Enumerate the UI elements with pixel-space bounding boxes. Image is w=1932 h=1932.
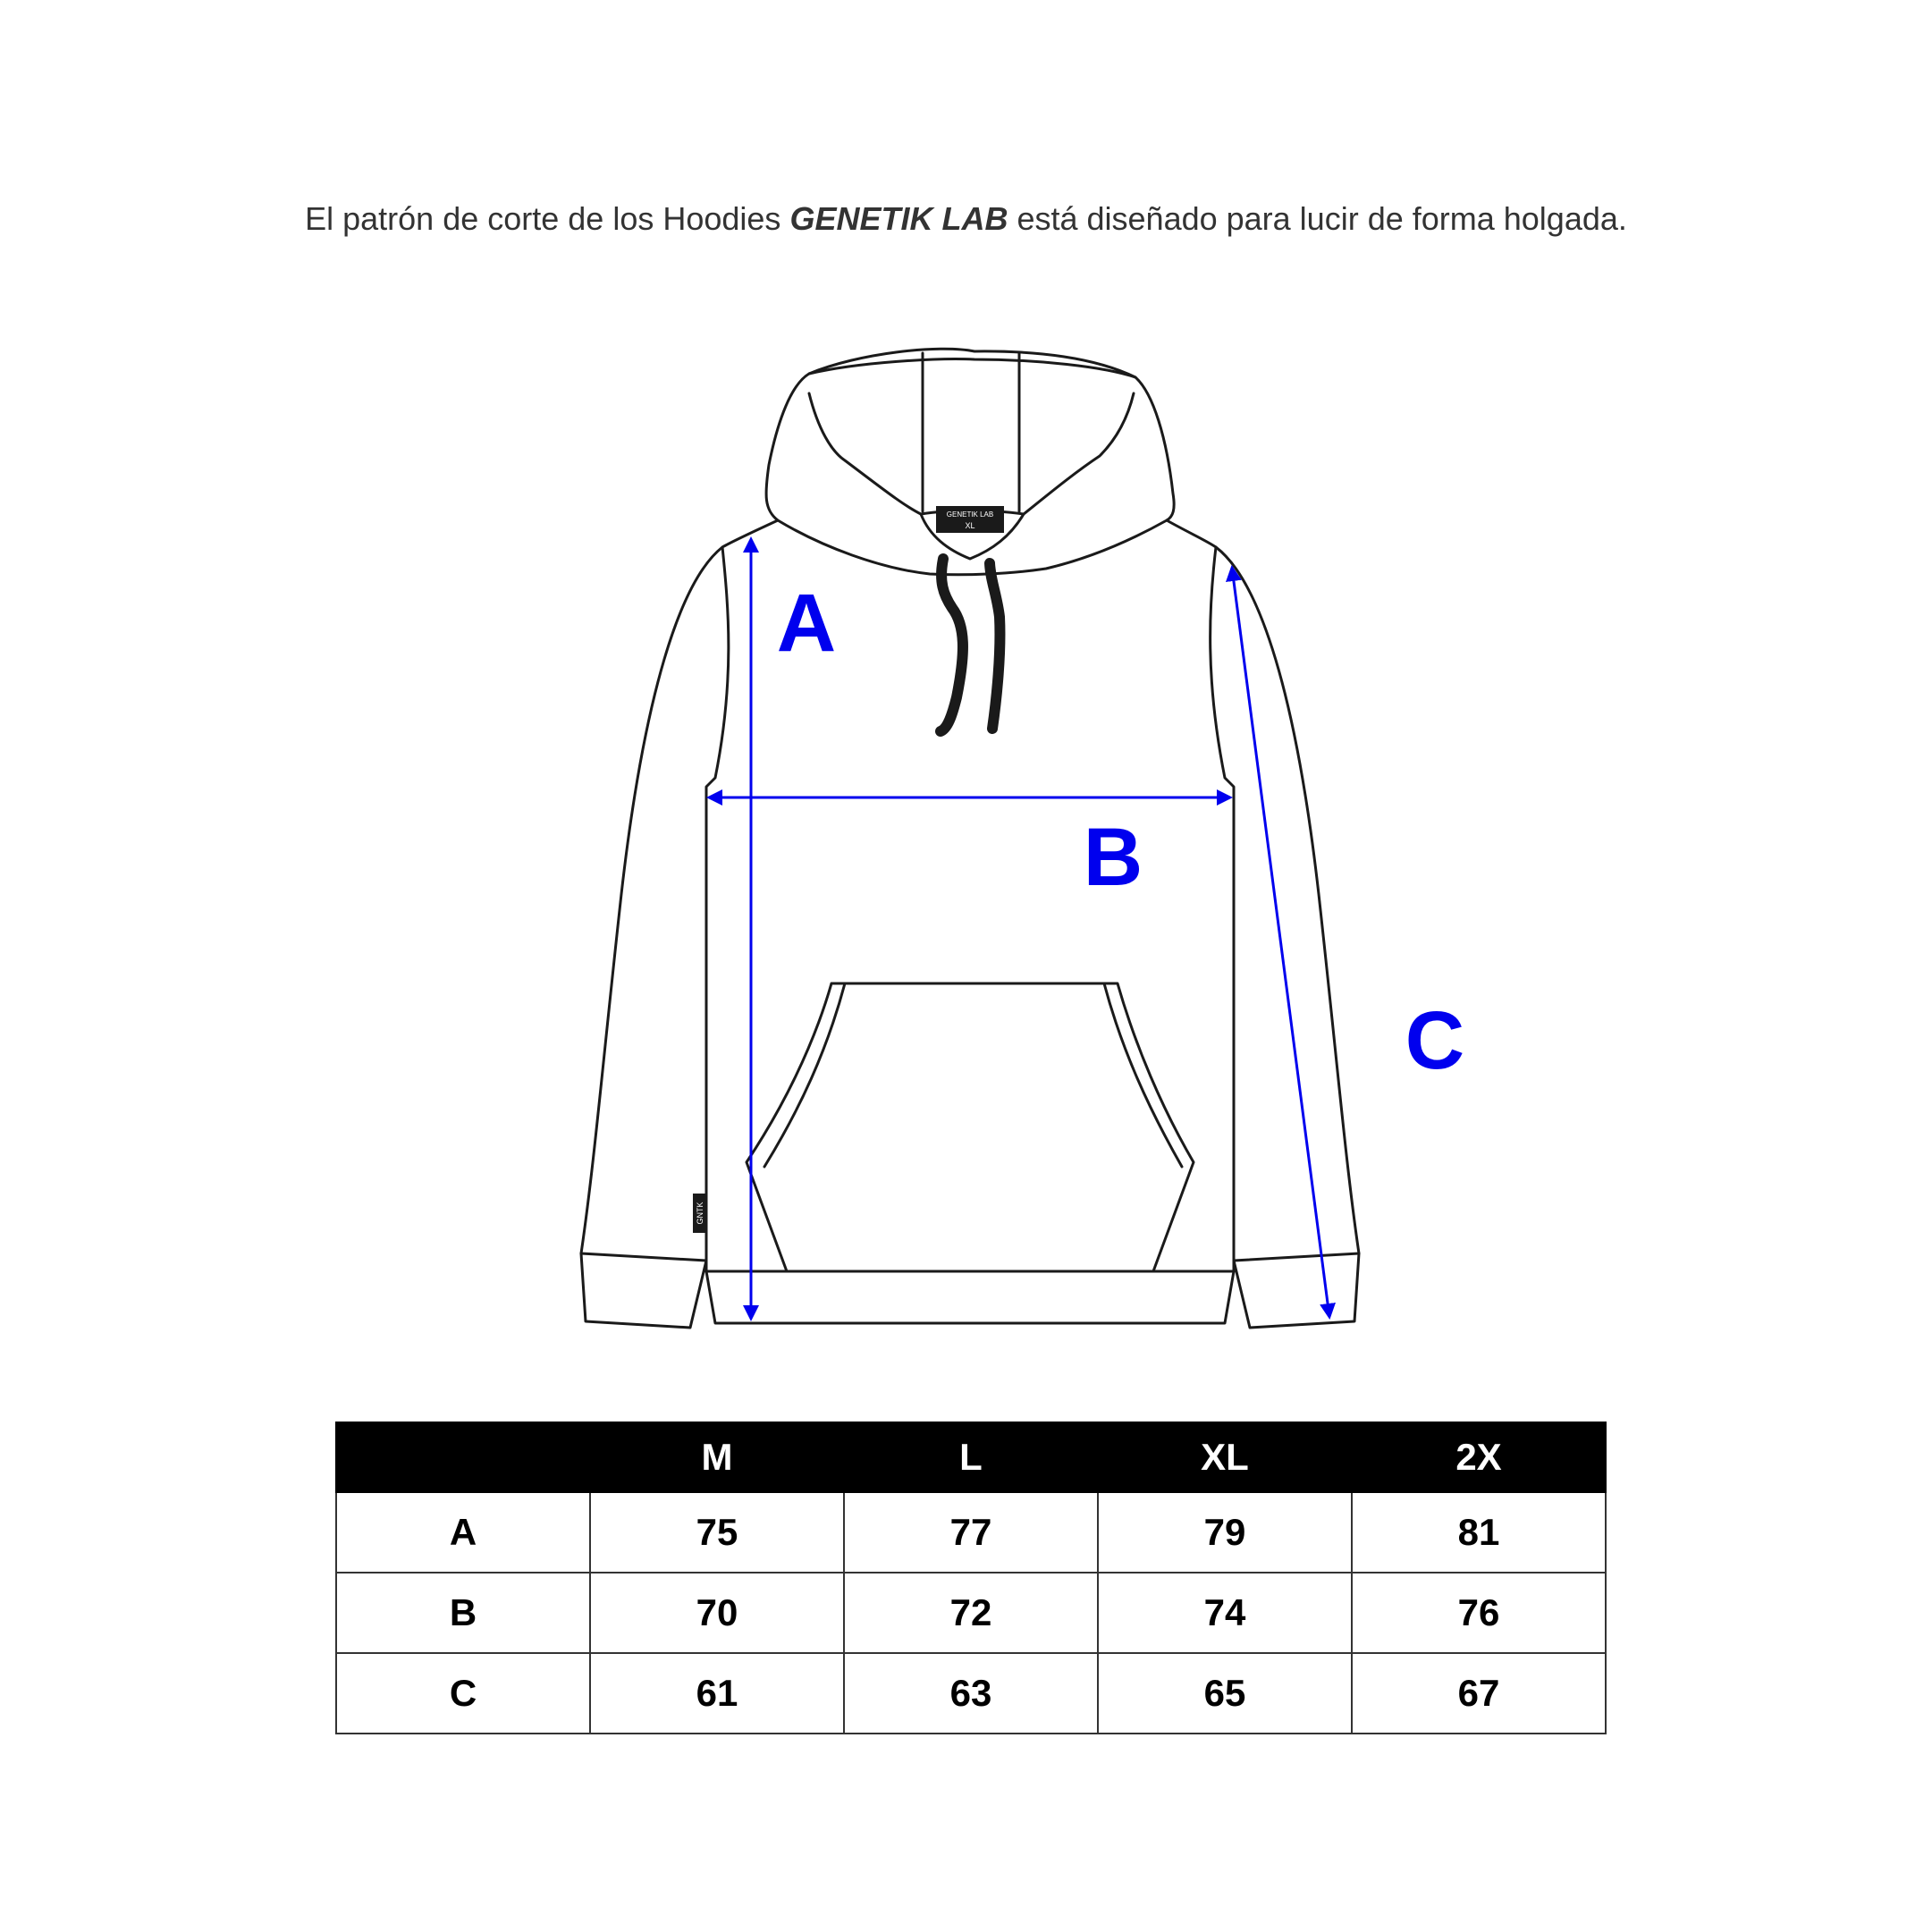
header-size-m: M <box>590 1422 844 1492</box>
measure-c-label: C <box>1405 995 1465 1086</box>
hood-outline <box>766 349 1174 574</box>
table-cell: 63 <box>844 1653 1098 1734</box>
row-label: B <box>336 1573 590 1653</box>
side-tag-text: GNTK <box>696 1202 704 1225</box>
brand-name: GENETIK LAB <box>789 200 1008 237</box>
left-sleeve-outline <box>581 547 722 1261</box>
measure-b-label: B <box>1083 812 1143 903</box>
table-cell: 75 <box>590 1492 844 1573</box>
table-cell: 65 <box>1098 1653 1352 1734</box>
table-cell: 81 <box>1352 1492 1606 1573</box>
header-size-2x: 2X <box>1352 1422 1606 1492</box>
header-size-xl: XL <box>1098 1422 1352 1492</box>
neck-label-size: XL <box>965 521 975 530</box>
kangaroo-pocket <box>747 983 1194 1271</box>
intro-text-end: está diseñado para lucir de forma holgada. <box>1008 200 1627 237</box>
left-sleeve-cuff <box>581 1253 706 1328</box>
right-sleeve-outline <box>1216 547 1359 1261</box>
measure-a-label: A <box>776 578 837 669</box>
right-sleeve-cuff <box>1234 1253 1359 1328</box>
table-cell: 72 <box>844 1573 1098 1653</box>
table-cell: 76 <box>1352 1573 1606 1653</box>
table-row <box>336 1653 1606 1734</box>
table-row <box>336 1492 1606 1573</box>
table-cell: 70 <box>590 1573 844 1653</box>
table-cell: 61 <box>590 1653 844 1734</box>
header-corner <box>336 1422 590 1492</box>
size-table <box>335 1422 1607 1734</box>
table-cell: 77 <box>844 1492 1098 1573</box>
drawstring-right <box>990 563 1000 729</box>
header-size-l: L <box>844 1422 1098 1492</box>
row-label: C <box>336 1653 590 1734</box>
size-header-row <box>336 1422 1606 1492</box>
hood-inner-lining <box>809 393 1134 514</box>
table-cell: 79 <box>1098 1492 1352 1573</box>
table-cell: 67 <box>1352 1653 1606 1734</box>
table-cell: 74 <box>1098 1573 1352 1653</box>
row-label: A <box>336 1492 590 1573</box>
table-row <box>336 1573 1606 1653</box>
intro-text-start: El patrón de corte de los Hoodies <box>305 200 790 237</box>
waistband <box>706 1271 1234 1323</box>
drawstring-left <box>941 559 963 731</box>
neck-label-brand: GENETIK LAB <box>946 510 994 519</box>
